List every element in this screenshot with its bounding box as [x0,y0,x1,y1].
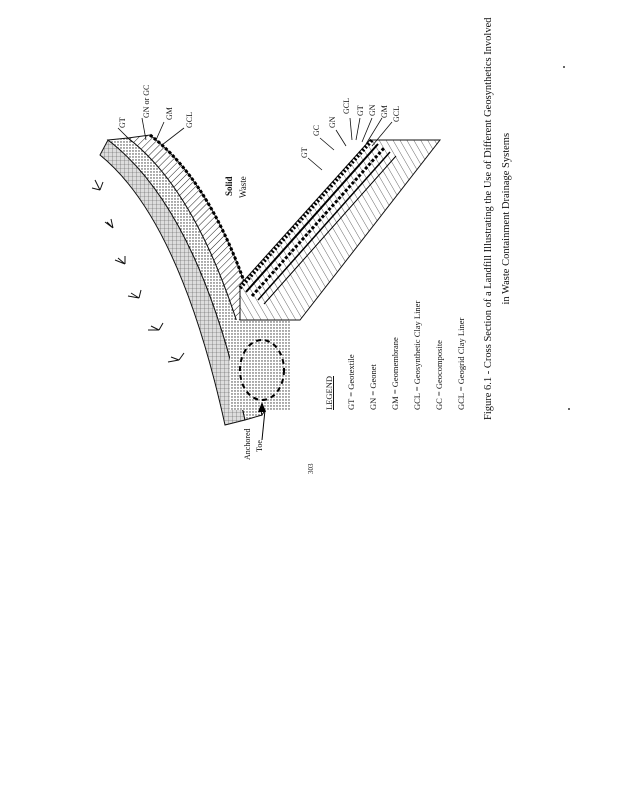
caption-line-2: in Waste Containment Drainage Systems [501,132,512,305]
label-solid: Solid [224,176,234,196]
legend-item: GT = Geotextile [346,354,356,410]
label-gn-or-gc: GN or GC [142,84,151,118]
label-toe: Toe [255,440,264,452]
legend-item: GC = Geocomposite [434,340,444,410]
label-gt-2: GT [356,105,365,116]
label-gm: GM [165,107,174,120]
liner-system-layers [240,140,440,320]
label-gt-lower: GT [300,147,309,158]
label-gn: GN [328,116,337,128]
page-speck [568,408,570,410]
label-gm-2: GM [380,105,389,118]
legend-item: GCL = Geosynthetic Clay Liner [412,300,422,410]
legend-item: GN = Geonet [368,364,378,410]
label-gc: GC [312,124,321,136]
figure-caption [480,17,516,420]
page-speck [563,66,565,68]
label-gn-2: GN [368,104,377,116]
label-gcl-top: GCL [185,112,194,128]
label-gcl-mid: GCL [342,98,351,114]
label-anchored: Anchored [243,428,252,460]
caption-line-1: Figure 6.1 - Cross Section of a Landfill Illustrating the Use of Different Geosynthetics Involved [483,17,494,420]
page-number: 303 [307,463,315,474]
legend-item: GCL = Geogrid Clay Liner [456,317,466,410]
label-gt: GT [118,117,127,128]
label-gcl-bottom: GCL [392,106,401,122]
label-waste: Waste [238,176,248,198]
legend [318,301,472,410]
legend-title: LEGEND [324,376,334,410]
legend-item: GM = Geomembrane [390,337,400,410]
